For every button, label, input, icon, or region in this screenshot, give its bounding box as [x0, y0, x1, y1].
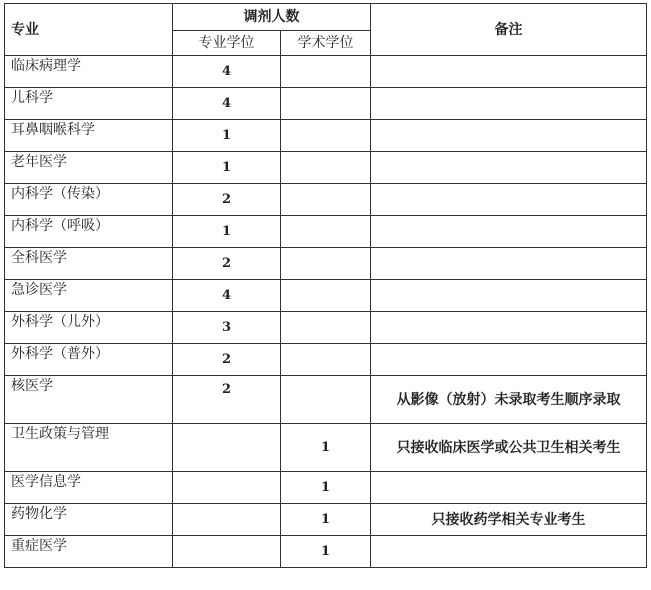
- table-body: [5, 4, 647, 568]
- cell-academic: [281, 152, 371, 184]
- cell-professional: 2: [173, 248, 281, 280]
- header-row-1: [5, 4, 647, 31]
- cell-remark: [371, 184, 647, 216]
- cell-major: 耳鼻咽喉科学: [5, 120, 173, 152]
- cell-major: 卫生政策与管理: [5, 424, 173, 472]
- cell-major: 重症医学: [5, 536, 173, 568]
- table-row: [5, 120, 647, 152]
- cell-academic: [281, 376, 371, 424]
- table-row: [5, 536, 647, 568]
- cell-major: 内科学（传染）: [5, 184, 173, 216]
- cell-academic: 1: [281, 504, 371, 536]
- cell-remark: [371, 152, 647, 184]
- header-professional-degree: 专业学位: [173, 31, 281, 56]
- cell-professional: 4: [173, 88, 281, 120]
- cell-professional: [173, 472, 281, 504]
- table-row: [5, 88, 647, 120]
- table-row: [5, 344, 647, 376]
- table-row: [5, 280, 647, 312]
- cell-major: 外科学（普外）: [5, 344, 173, 376]
- cell-academic: [281, 184, 371, 216]
- cell-major: 儿科学: [5, 88, 173, 120]
- cell-remark: [371, 88, 647, 120]
- cell-academic: [281, 120, 371, 152]
- cell-professional: 4: [173, 280, 281, 312]
- cell-academic: [281, 56, 371, 88]
- cell-academic: 1: [281, 472, 371, 504]
- cell-professional: 2: [173, 184, 281, 216]
- header-academic-degree: 学术学位: [281, 31, 371, 56]
- cell-remark: [371, 120, 647, 152]
- cell-remark: [371, 312, 647, 344]
- table-row: [5, 504, 647, 536]
- table-row: [5, 216, 647, 248]
- cell-professional: [173, 536, 281, 568]
- table-row: [5, 376, 647, 424]
- header-major: 专业: [5, 4, 173, 56]
- cell-remark: [371, 56, 647, 88]
- table-row: [5, 56, 647, 88]
- cell-remark: 从影像（放射）未录取考生顺序录取: [371, 376, 647, 424]
- cell-major: 老年医学: [5, 152, 173, 184]
- cell-professional: [173, 424, 281, 472]
- table-row: [5, 184, 647, 216]
- cell-academic: 1: [281, 536, 371, 568]
- cell-remark: [371, 344, 647, 376]
- cell-remark: [371, 536, 647, 568]
- cell-professional: 3: [173, 312, 281, 344]
- cell-major: 急诊医学: [5, 280, 173, 312]
- cell-academic: [281, 216, 371, 248]
- cell-academic: [281, 312, 371, 344]
- cell-professional: 1: [173, 216, 281, 248]
- table-row: [5, 472, 647, 504]
- cell-remark: 只接收药学相关专业考生: [371, 504, 647, 536]
- cell-academic: [281, 88, 371, 120]
- cell-professional: 4: [173, 56, 281, 88]
- cell-remark: [371, 472, 647, 504]
- table-row: [5, 248, 647, 280]
- cell-professional: 2: [173, 344, 281, 376]
- cell-academic: [281, 280, 371, 312]
- cell-major: 核医学: [5, 376, 173, 424]
- header-remarks: 备注: [371, 4, 647, 56]
- header-adjust-count: 调剂人数: [173, 4, 371, 31]
- cell-major: 医学信息学: [5, 472, 173, 504]
- cell-professional: 2: [173, 376, 281, 424]
- cell-remark: 只接收临床医学或公共卫生相关考生: [371, 424, 647, 472]
- cell-professional: 1: [173, 120, 281, 152]
- cell-major: 内科学（呼吸）: [5, 216, 173, 248]
- cell-academic: 1: [281, 424, 371, 472]
- cell-remark: [371, 216, 647, 248]
- cell-major: 临床病理学: [5, 56, 173, 88]
- cell-major: 外科学（儿外）: [5, 312, 173, 344]
- cell-academic: [281, 248, 371, 280]
- table-row: [5, 424, 647, 472]
- cell-professional: 1: [173, 152, 281, 184]
- cell-major: 药物化学: [5, 504, 173, 536]
- cell-remark: [371, 248, 647, 280]
- table-row: [5, 312, 647, 344]
- cell-remark: [371, 280, 647, 312]
- table-row: [5, 152, 647, 184]
- cell-major: 全科医学: [5, 248, 173, 280]
- adjustment-table: [4, 3, 647, 568]
- cell-academic: [281, 344, 371, 376]
- cell-professional: [173, 504, 281, 536]
